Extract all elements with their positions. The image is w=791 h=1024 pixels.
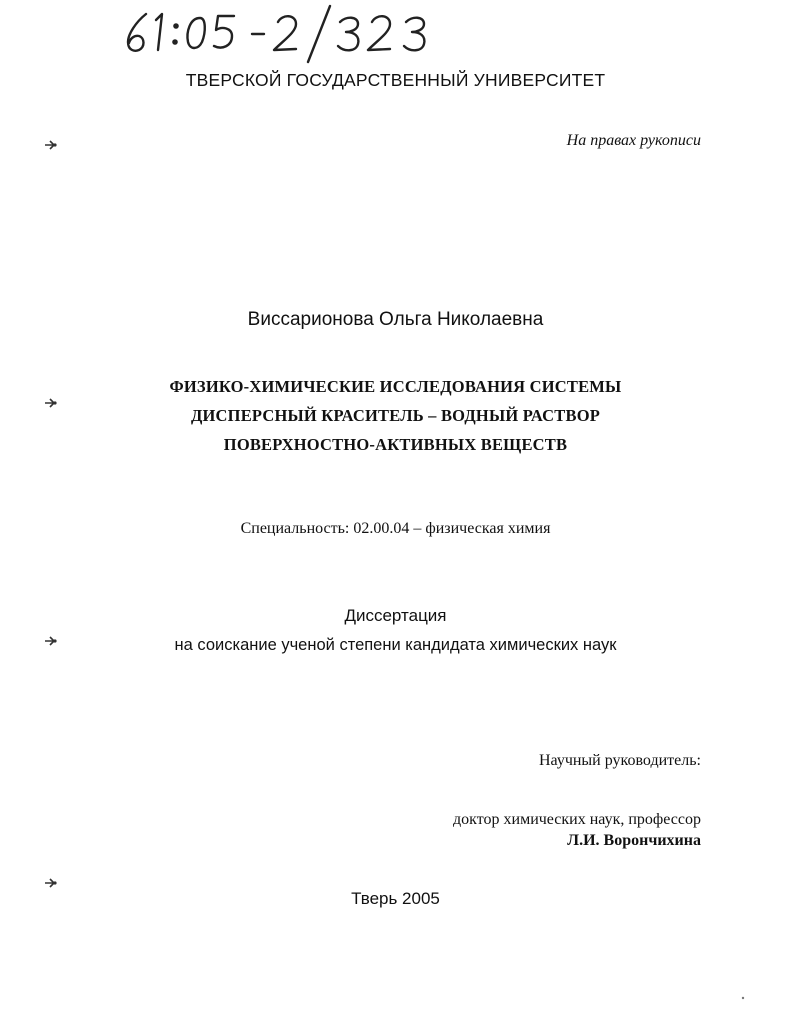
specialty: Специальность: 02.00.04 – физическая химия <box>240 520 551 537</box>
manuscript-note: На правах рукописи <box>566 132 701 149</box>
title-line-2: ДИСПЕРСНЫЙ КРАСИТЕЛЬ – ВОДНЫЙ РАСТВОР <box>190 406 601 425</box>
supervisor-title: доктор химических наук, профессор <box>453 811 701 828</box>
scan-speck-icon <box>740 988 746 994</box>
scan-mark-icon <box>44 397 58 409</box>
author-name: Виссарионова Ольга Николаевна <box>247 309 544 330</box>
document-type: Диссертация <box>344 606 447 625</box>
title-line-1: ФИЗИКО-ХИМИЧЕСКИЕ ИССЛЕДОВАНИЯ СИСТЕМЫ <box>169 377 622 396</box>
city-year: Тверь 2005 <box>351 889 440 908</box>
title-line-3: ПОВЕРХНОСТНО-АКТИВНЫХ ВЕЩЕСТВ <box>223 435 568 454</box>
scan-mark-icon <box>44 139 58 151</box>
degree-line: на соискание ученой степени кандидата химических наук <box>174 636 617 654</box>
scan-mark-icon <box>44 635 58 647</box>
supervisor-label: Научный руководитель: <box>538 752 701 769</box>
university-name: ТВЕРСКОЙ ГОСУДАРСТВЕННЫЙ УНИВЕРСИТЕТ <box>185 70 606 90</box>
supervisor-name: Л.И. Ворончихина <box>567 832 701 849</box>
scan-mark-icon <box>44 877 58 889</box>
dissertation-title <box>0 372 791 459</box>
handwritten-archive-number <box>118 4 448 64</box>
